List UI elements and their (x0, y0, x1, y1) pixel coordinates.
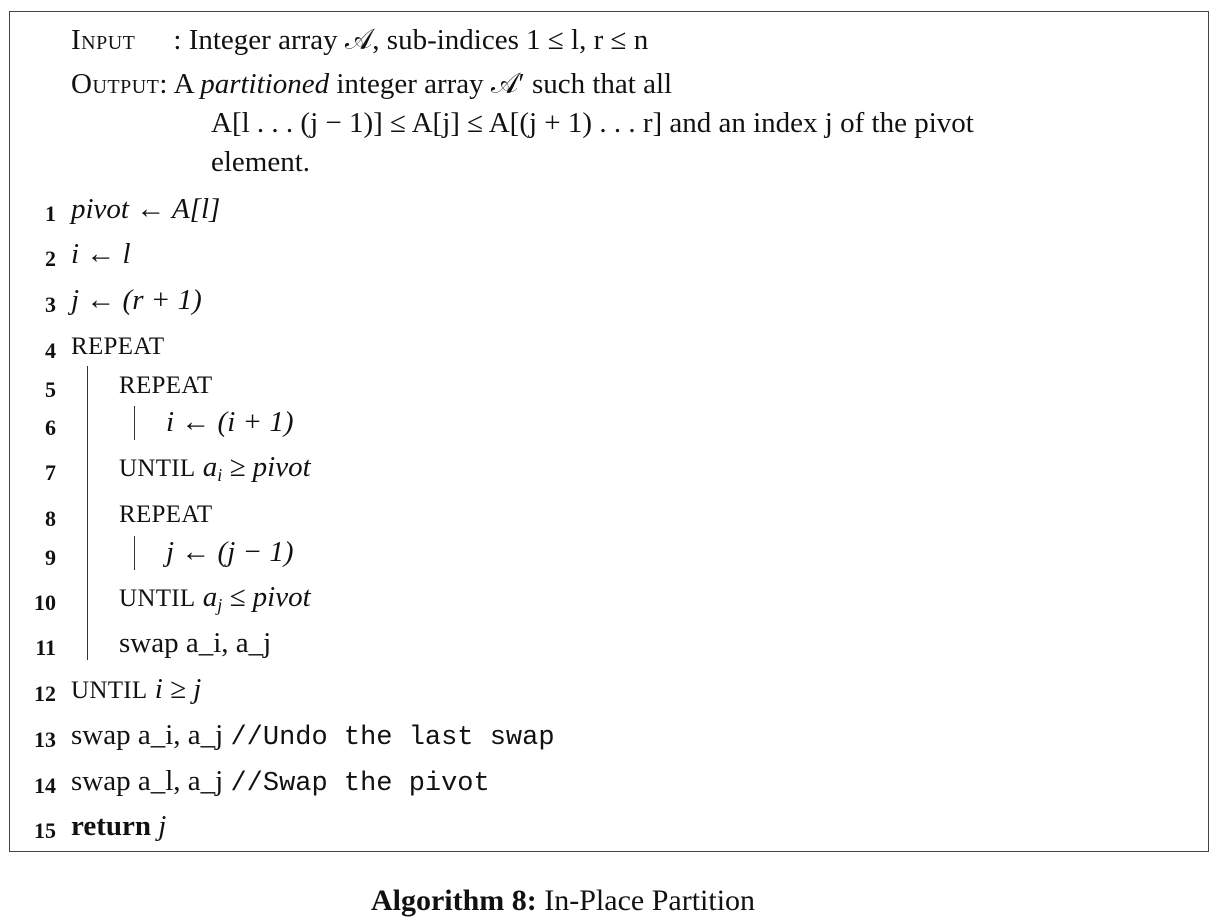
line-number: 9 (45, 545, 56, 570)
line-number: 2 (45, 246, 56, 271)
condition: ≤ pivot (222, 581, 311, 613)
input-sep: : (173, 24, 182, 56)
code-line-10 (119, 581, 311, 616)
output-line-2: A[l . . . (j − 1)] ≤ A[j] ≤ A[(j + 1) . . . r] and an index j of the pivot (211, 107, 974, 139)
code-line-13 (71, 719, 555, 753)
output-line-3: element. (211, 146, 311, 178)
var: a (202, 451, 218, 483)
line-number: 5 (45, 377, 56, 402)
statement: swap a_l, a_j (71, 765, 224, 797)
line-number: 1 (45, 201, 56, 226)
outer-repeat-block-bar (87, 366, 88, 660)
code-line-8: REPEAT (119, 501, 213, 528)
return-value: j (158, 810, 167, 842)
comment: //Swap the pivot (230, 769, 490, 799)
inner-repeat-block-bar-2 (134, 536, 135, 570)
line-number: 10 (34, 590, 56, 615)
code-line-1: pivot ← A[l] (71, 193, 221, 225)
code-line-14 (71, 765, 490, 799)
keyword-until: UNTIL (119, 455, 196, 482)
keyword-until: UNTIL (119, 585, 196, 612)
algorithm-caption (0, 884, 1126, 918)
code-line-2: i ← l (71, 238, 131, 270)
line-number: 14 (34, 773, 56, 798)
line-number: 8 (45, 506, 56, 531)
subscript: j (217, 595, 223, 615)
condition: ≥ pivot (222, 451, 311, 483)
input-label: Input (71, 24, 136, 56)
code-line-12 (71, 673, 201, 706)
line-number: 4 (45, 338, 56, 363)
code-line-4: REPEAT (71, 333, 165, 360)
line-number: 15 (34, 818, 56, 843)
condition: i ≥ j (154, 673, 202, 705)
input-text: Integer array 𝒜, sub-indices 1 ≤ l, r ≤ n (188, 24, 649, 56)
statement: swap a_i, a_j (71, 719, 224, 751)
comment: //Undo the last swap (230, 723, 555, 753)
keyword-return: return (71, 810, 152, 842)
caption-label: Algorithm 8: (370, 884, 537, 917)
subscript: i (217, 465, 223, 485)
output-text-pre: A (173, 68, 193, 100)
code-line-3: j ← (r + 1) (71, 284, 202, 316)
output-text-em: partitioned (200, 68, 330, 100)
output-label: Output: (71, 68, 168, 100)
keyword-until: UNTIL (71, 677, 148, 704)
code-line-9: j ← (j − 1) (166, 536, 294, 568)
line-number: 13 (34, 727, 56, 752)
caption-title: In-Place Partition (544, 884, 756, 917)
input-row (71, 26, 648, 55)
inner-repeat-block-bar-1 (134, 406, 135, 440)
line-number: 12 (34, 681, 56, 706)
line-number: 11 (35, 635, 56, 660)
line-number: 3 (45, 292, 56, 317)
code-line-6: i ← (i + 1) (166, 406, 294, 438)
output-row (71, 70, 672, 99)
line-number: 7 (45, 460, 56, 485)
line-number: 6 (45, 415, 56, 440)
output-text-post: integer array 𝒜′ such that all (336, 68, 673, 100)
code-line-5: REPEAT (119, 372, 213, 399)
code-line-15 (71, 810, 166, 843)
var: a (202, 581, 218, 613)
code-line-11: swap a_i, a_j (119, 627, 272, 659)
code-line-7 (119, 451, 311, 486)
